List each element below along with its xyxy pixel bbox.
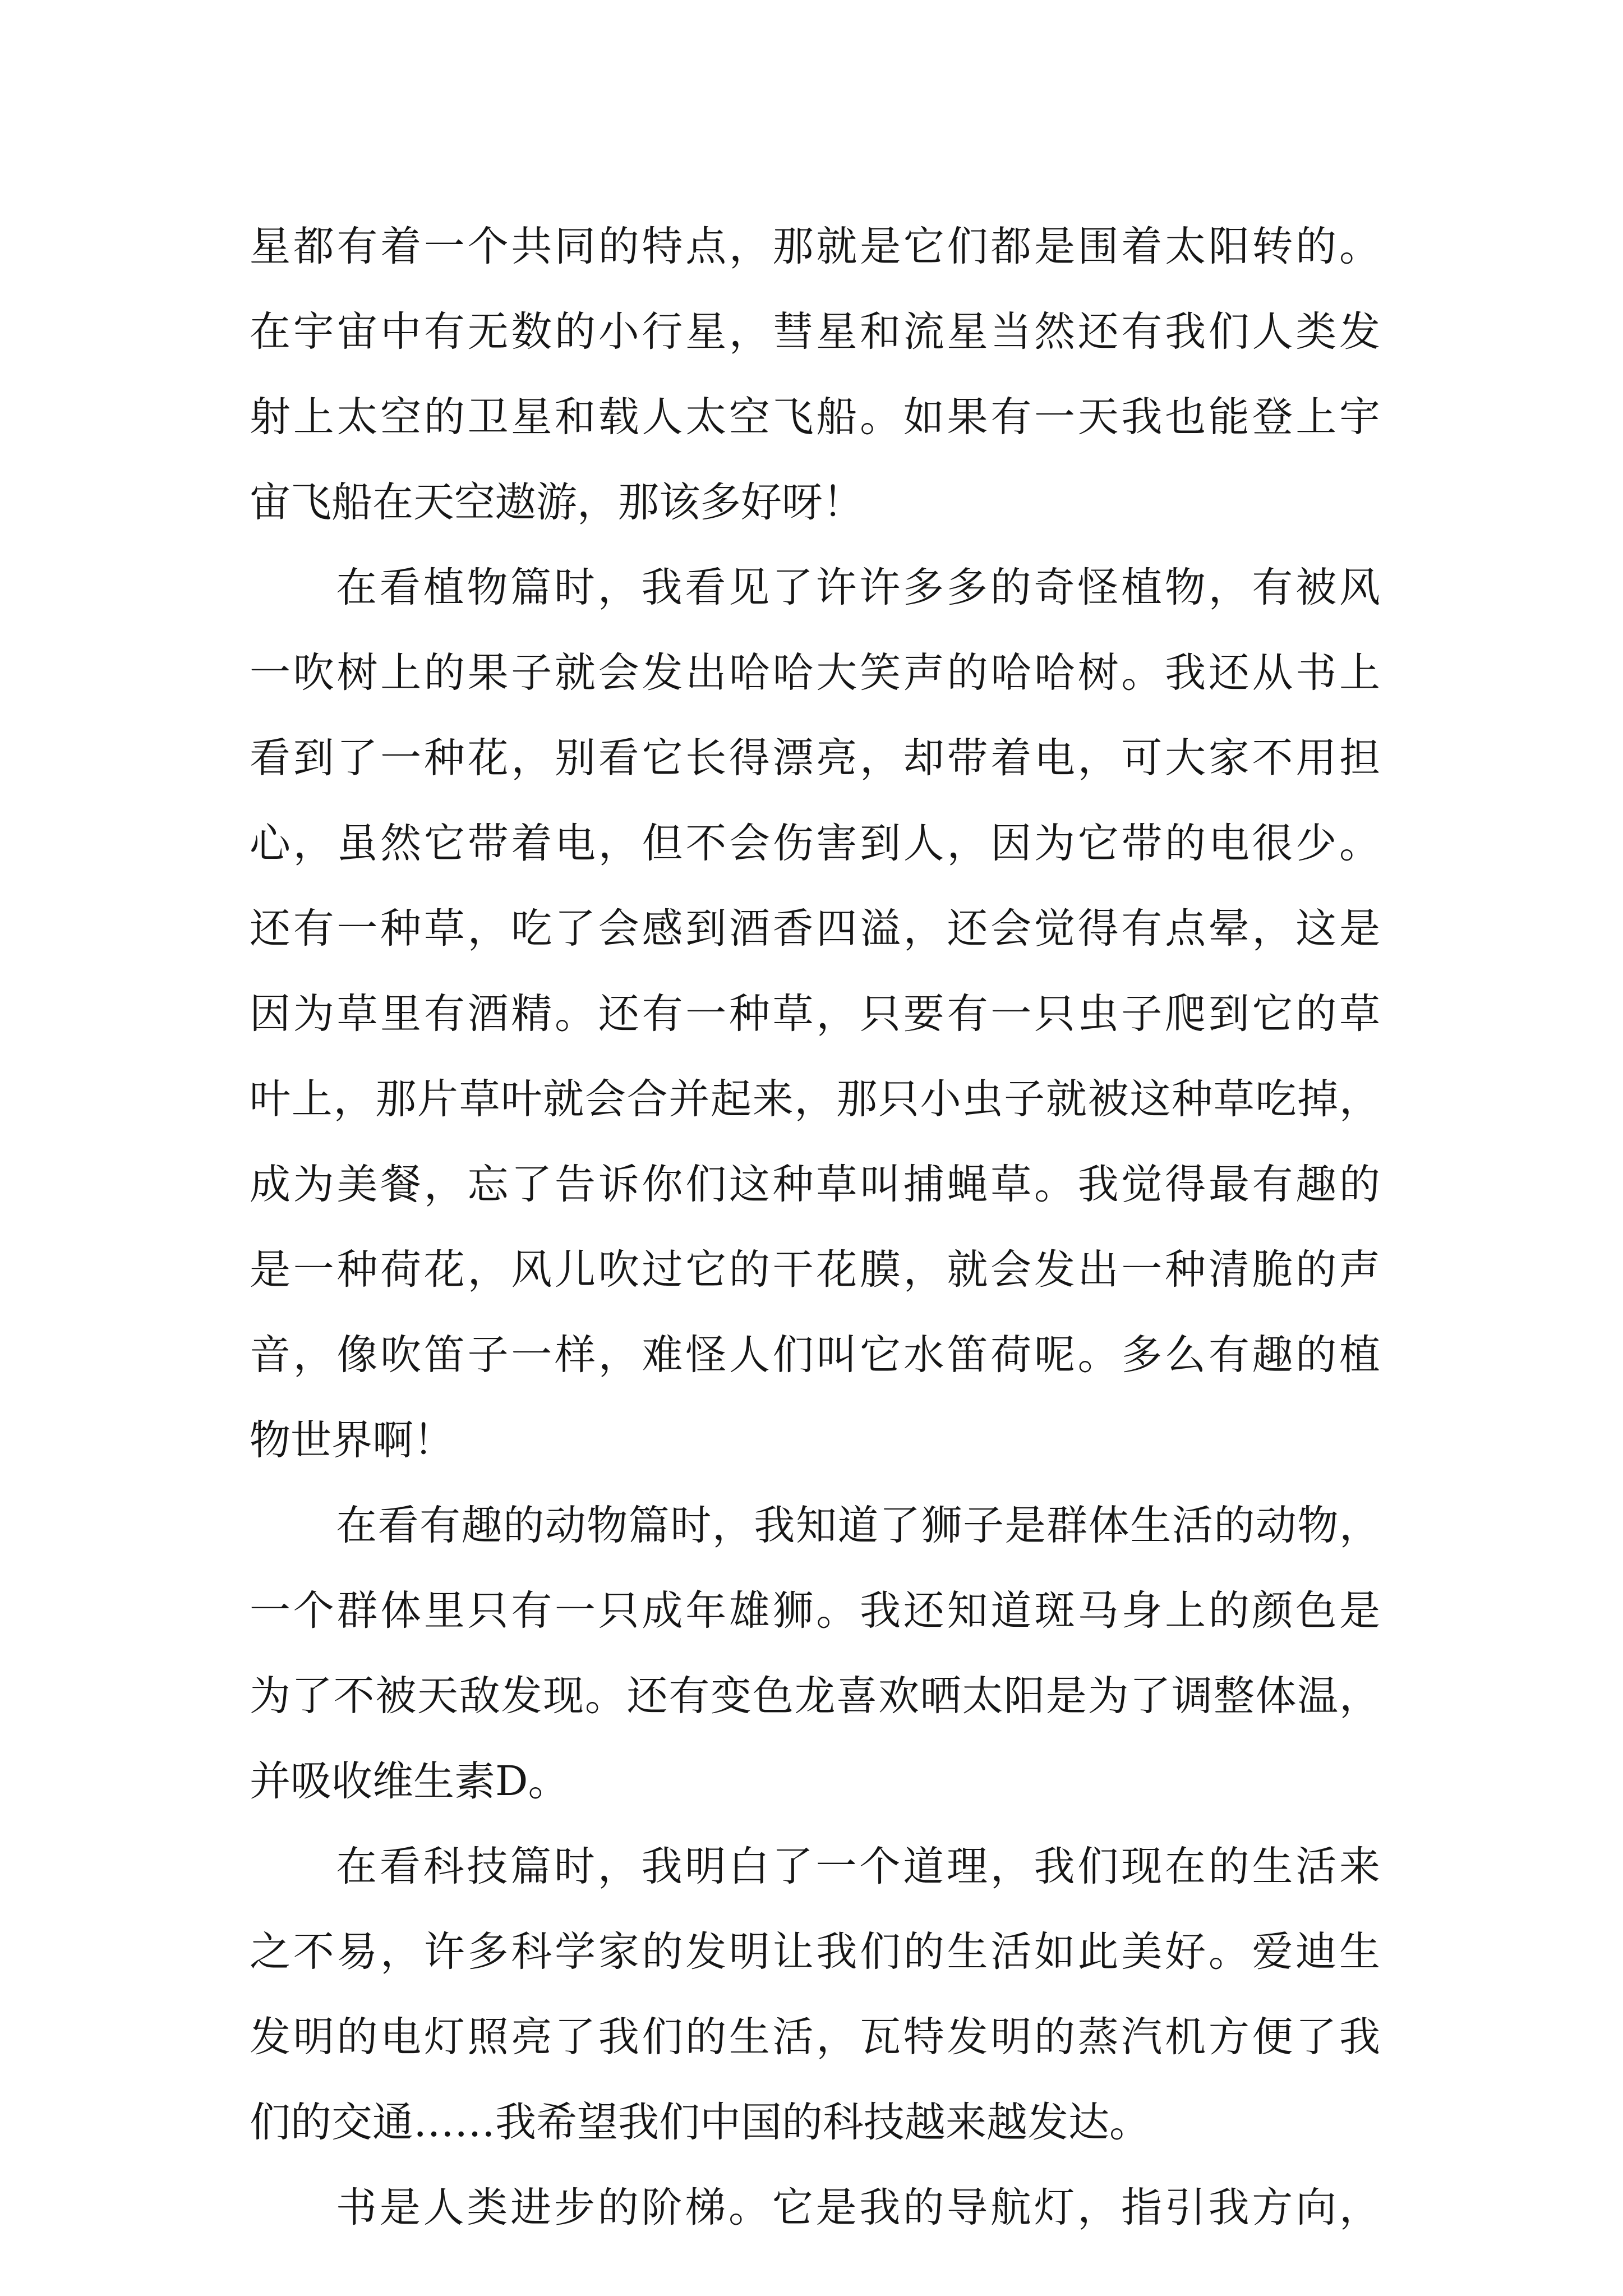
text-line: 看到了一种花，别看它长得漂亮，却带着电，可大家不用担 — [250, 734, 1380, 782]
text-line: 一吹树上的果子就会发出哈哈大笑声的哈哈树。我还从书上 — [250, 649, 1380, 697]
text-line: 一个群体里只有一只成年雄狮。我还知道斑马身上的颜色是 — [250, 1587, 1380, 1635]
paragraph-first-line: 书是人类进步的阶梯。它是我的导航灯，指引我方向， — [336, 2184, 1380, 2231]
text-line: 们的交通……我希望我们中国的科技越来越发达。 — [250, 2099, 1150, 2146]
text-line: 成为美餐，忘了告诉你们这种草叫捕蝇草。我觉得最有趣的 — [250, 1161, 1380, 1208]
text-line: 心，虽然它带着电，但不会伤害到人，因为它带的电很少。 — [250, 820, 1380, 867]
text-line: 还有一种草，吃了会感到酒香四溢，还会觉得有点晕，这是 — [250, 905, 1380, 953]
text-line: 为了不被天敌发现。还有变色龙喜欢晒太阳是为了调整体温， — [250, 1672, 1380, 1720]
text-line: 之不易，许多科学家的发明让我们的生活如此美好。爱迪生 — [250, 1928, 1380, 1976]
text-line: 发明的电灯照亮了我们的生活，瓦特发明的蒸汽机方便了我 — [250, 2013, 1380, 2061]
paragraph-first-line: 在看科技篇时，我明白了一个道理，我们现在的生活来 — [336, 1843, 1380, 1890]
text-line: 因为草里有酒精。还有一种草，只要有一只虫子爬到它的草 — [250, 990, 1380, 1038]
text-line: 是一种荷花，风儿吹过它的干花膜，就会发出一种清脆的声 — [250, 1246, 1380, 1294]
text-line: 叶上，那片草叶就会合并起来，那只小虫子就被这种草吃掉， — [250, 1075, 1380, 1123]
text-line: 星都有着一个共同的特点，那就是它们都是围着太阳转的。 — [250, 223, 1380, 270]
text-line: 并吸收维生素D。 — [250, 1757, 569, 1805]
text-line: 在宇宙中有无数的小行星，彗星和流星当然还有我们人类发 — [250, 308, 1380, 356]
paragraph-first-line: 在看植物篇时，我看见了许许多多的奇怪植物，有被风 — [336, 564, 1380, 611]
paragraph-first-line: 在看有趣的动物篇时，我知道了狮子是群体生活的动物， — [336, 1502, 1380, 1549]
text-line: 宙飞船在天空遨游，那该多好呀！ — [250, 478, 864, 526]
text-line: 音，像吹笛子一样，难怪人们叫它水笛荷呢。多么有趣的植 — [250, 1331, 1380, 1379]
text-line: 射上太空的卫星和载人太空飞船。如果有一天我也能登上宇 — [250, 393, 1380, 441]
text-line: 物世界啊！ — [250, 1416, 454, 1464]
